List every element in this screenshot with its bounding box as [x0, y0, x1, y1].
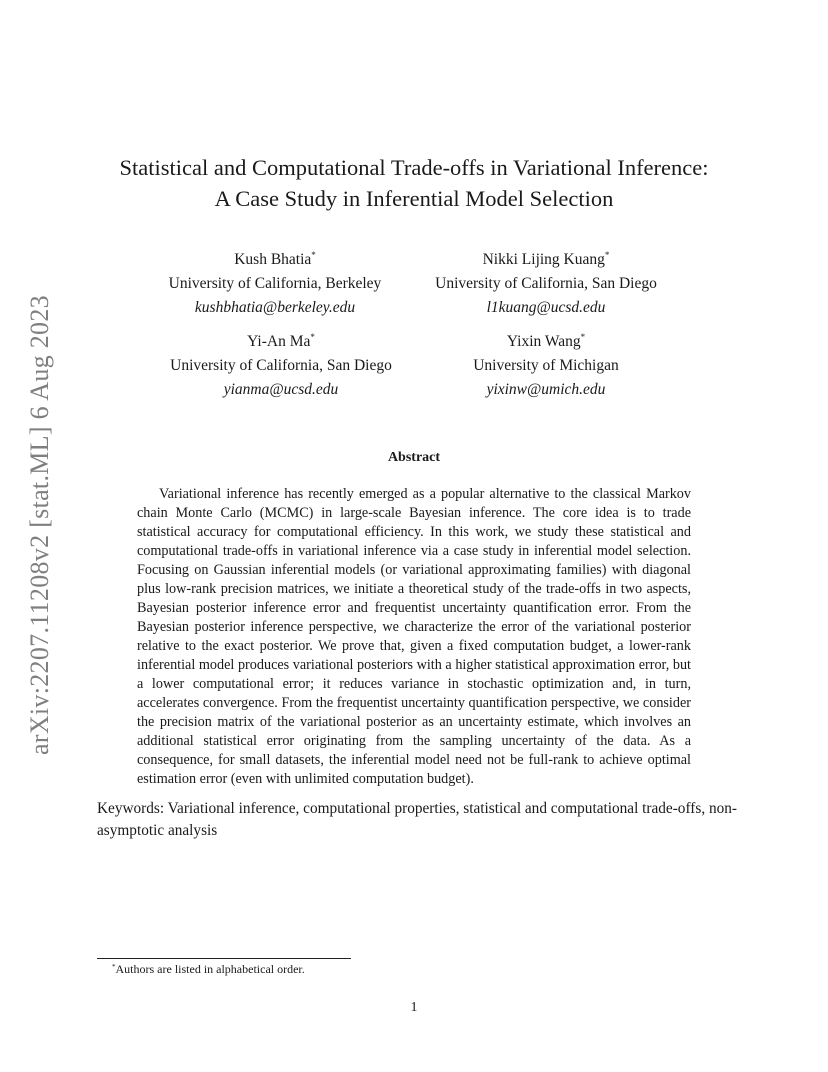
- author-name: Yixin Wang*: [506, 332, 586, 350]
- author-email[interactable]: yianma@ucsd.edu: [223, 381, 339, 398]
- author-name: Yi-An Ma*: [247, 332, 315, 350]
- abstract-heading: Abstract: [387, 450, 441, 465]
- author-affiliation: University of California, San Diego: [435, 275, 657, 292]
- footnote-text: Authors are listed in alphabetical order.: [115, 962, 305, 976]
- footnote-divider: [97, 958, 351, 959]
- keywords: Keywords: Variational inference, computational properties, statistical and computational trade-offs, non-asymptotic analysis: [97, 800, 738, 839]
- page-number: 1: [410, 1000, 418, 1015]
- author-footnote-marker: *: [310, 332, 315, 342]
- author-email[interactable]: yixinw@umich.edu: [486, 381, 606, 398]
- author-block: [416, 248, 676, 320]
- author-name: Nikki Lijing Kuang*: [482, 250, 610, 268]
- author-affiliation: University of Michigan: [473, 357, 619, 374]
- author-email[interactable]: kushbhatia@berkeley.edu: [194, 299, 356, 316]
- author-block: [145, 248, 405, 320]
- title-line-2: A Case Study in Inferential Model Selection: [214, 186, 614, 211]
- author-footnote-marker: *: [311, 250, 316, 260]
- abstract-text: Variational inference has recently emerged as a popular alternative to the classical Markov chain Monte Carlo (MCMC) in large-scale Bayesian inference. The core idea is to trade statistical accuracy for computational efficiency. In this work, we study these statistical and computational trade-offs in variational inference via a case study in inferential model selection. Focusing on Gaussian inferential models (or variational approximating families) with diagonal plus low-rank precision matrices, we initiate a theoretical study of the trade-offs in two aspects, Bayesian posterior inference error and frequentist uncertainty quantification error. From the Bayesian posterior inference perspective, we characterize the error of the variational posterior relative to the exact posterior. We prove that, given a fixed computation budget, a lower-rank inferential model produces variational posteriors with a higher statistical approximation error, but a lower computational error; it reduces variance in stochastic optimization and, in turn, accelerates convergence. From the frequentist uncertainty quantification perspective, we consider the precision matrix of the variational posterior as an uncertainty estimate, which involves an additional statistical error originating from the sampling uncertainty of the data. As a consequence, for small datasets, the inferential model need not be full-rank to achieve optimal estimation error (even with unlimited computation budget).: [137, 486, 691, 787]
- paper-title: [60, 152, 768, 214]
- footnote-marker: *: [112, 963, 116, 971]
- author-affiliation: University of California, San Diego: [170, 357, 392, 374]
- author-block: [416, 330, 676, 402]
- author-footnote-marker: *: [580, 332, 586, 342]
- author-block: [151, 330, 411, 402]
- author-email[interactable]: l1kuang@ucsd.edu: [486, 299, 606, 316]
- title-line-1: Statistical and Computational Trade-offs in Variational Inference:: [119, 155, 709, 180]
- author-footnote-marker: *: [604, 250, 610, 260]
- author-name: Kush Bhatia*: [234, 250, 316, 268]
- footnote: [112, 962, 305, 977]
- author-affiliation: University of California, Berkeley: [168, 275, 382, 292]
- arxiv-identifier-stamp: arXiv:2207.11208v2 [stat.ML] 6 Aug 2023: [25, 295, 54, 755]
